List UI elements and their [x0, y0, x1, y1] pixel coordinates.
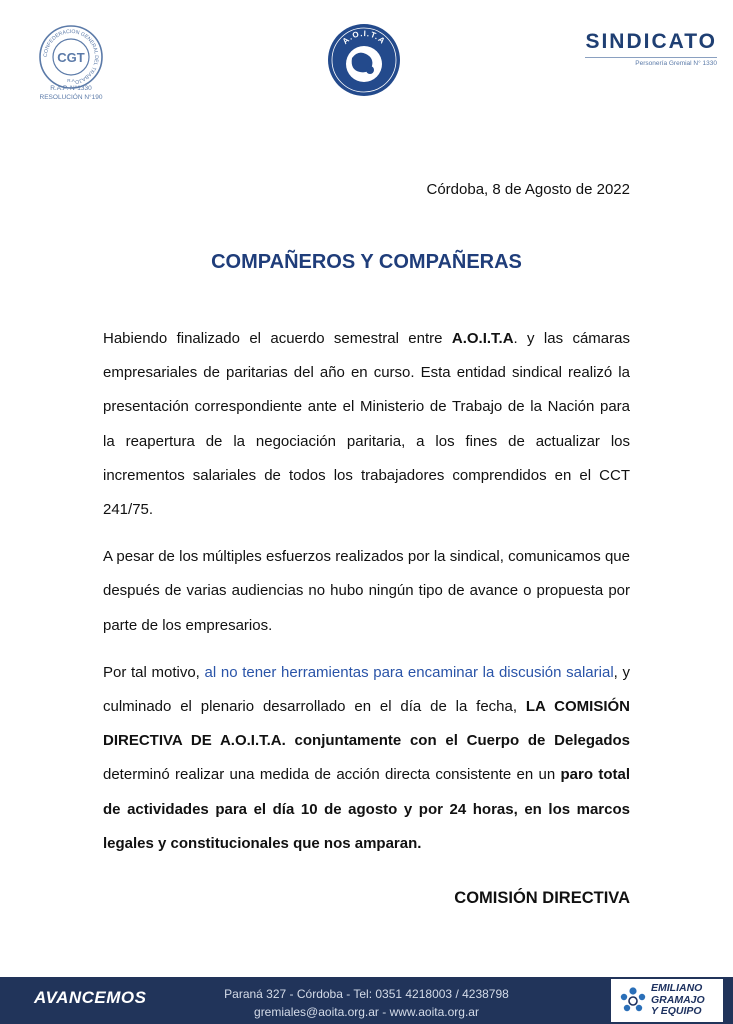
p1-text-1: Habiendo finalizado el acuerdo semestral entre: [103, 330, 452, 347]
letterhead: [0, 0, 733, 120]
p1-bold-aoita: A.O.I.T.A: [451, 330, 514, 347]
sindicato-divider: [585, 57, 717, 58]
paragraph-2: A pesar de los múltiples esfuerzos realizados por la sindical, comunicamos que después de varias audiencias no hubo ningún tipo de avance o propuesta por parte de los empresarios.: [103, 548, 630, 634]
cgt-ra: R.A: [67, 78, 75, 83]
aoita-logo: [326, 22, 402, 98]
cgt-sub-line-2: RESOLUCIÓN N°190: [39, 94, 103, 101]
p1-text-2: . y las cámaras empresariales de paritarias del año en curso. Esta entidad sindical realizó la presentación correspondiente ante el Ministerio de Trabajo de la Nación para la reapertura de la negociación paritaria, a los fines de actualizar los incrementos salariales de todos los trabajadores comprendidos en el CCT 241/75.: [103, 330, 630, 519]
footer: [0, 977, 733, 1024]
brand-line-1: EMILIANO: [651, 982, 703, 994]
letter-title: COMPAÑEROS Y COMPAÑERAS: [211, 251, 522, 273]
footer-contact: gremiales@aoita.org.ar - www.aoita.org.ar: [254, 1005, 479, 1019]
p3-bold-comision: LA COMISIÓN DIRECTIVA DE A.O.I.T.A. conjuntamente con el Cuerpo de Delegados: [103, 698, 630, 750]
aoita-name: A.O.I.T.A: [340, 28, 388, 46]
sindicato-subtitle: Personería Gremial N° 1330: [635, 60, 717, 67]
sindicato-block: [585, 30, 717, 67]
gramajo-logo: [611, 979, 723, 1022]
letter-date: Córdoba, 8 de Agosto de 2022: [426, 181, 630, 198]
p3-text-3: determinó realizar una medida de acción directa consistente en un: [103, 766, 561, 784]
brand-line-3: Y EQUIPO: [651, 1005, 702, 1017]
cgt-monogram: CGT: [57, 50, 85, 65]
gramajo-text: [651, 983, 705, 1018]
paragraph-1: [103, 322, 630, 527]
brand-line-2: GRAMAJO: [651, 993, 705, 1006]
p3-bold-paro: paro total de actividades para el día 10 de agosto y por 24 horas, en los marcos legales y constitucionales que nos amparan.: [103, 766, 630, 852]
p3-highlight: al no tener herramientas para encaminar la discusión salarial: [204, 663, 614, 681]
signature: COMISIÓN DIRECTIVA: [454, 889, 630, 907]
sindicato-title: SINDICATO: [585, 30, 717, 53]
paragraph-3: [103, 656, 630, 861]
footer-address: Paraná 327 - Córdoba - Tel: 0351 4218003 / 4238798: [224, 987, 509, 1001]
cgt-sub-line-1: R.A.P. N°1330: [50, 85, 92, 92]
people-circle-icon: [616, 983, 650, 1017]
avancemos-logo: AVANCEMOS: [34, 988, 147, 1007]
cgt-logo: [38, 24, 104, 90]
cgt-ring-text: CONFEDERACION GENERAL DEL TRABAJO: [42, 28, 100, 85]
p3-text-1: Por tal motivo,: [103, 663, 205, 681]
letter-body: [103, 322, 630, 874]
p3-text-2: , y culminado el plenario desarrollado en el día de la fecha,: [103, 663, 630, 716]
cgt-registration: [38, 84, 104, 102]
